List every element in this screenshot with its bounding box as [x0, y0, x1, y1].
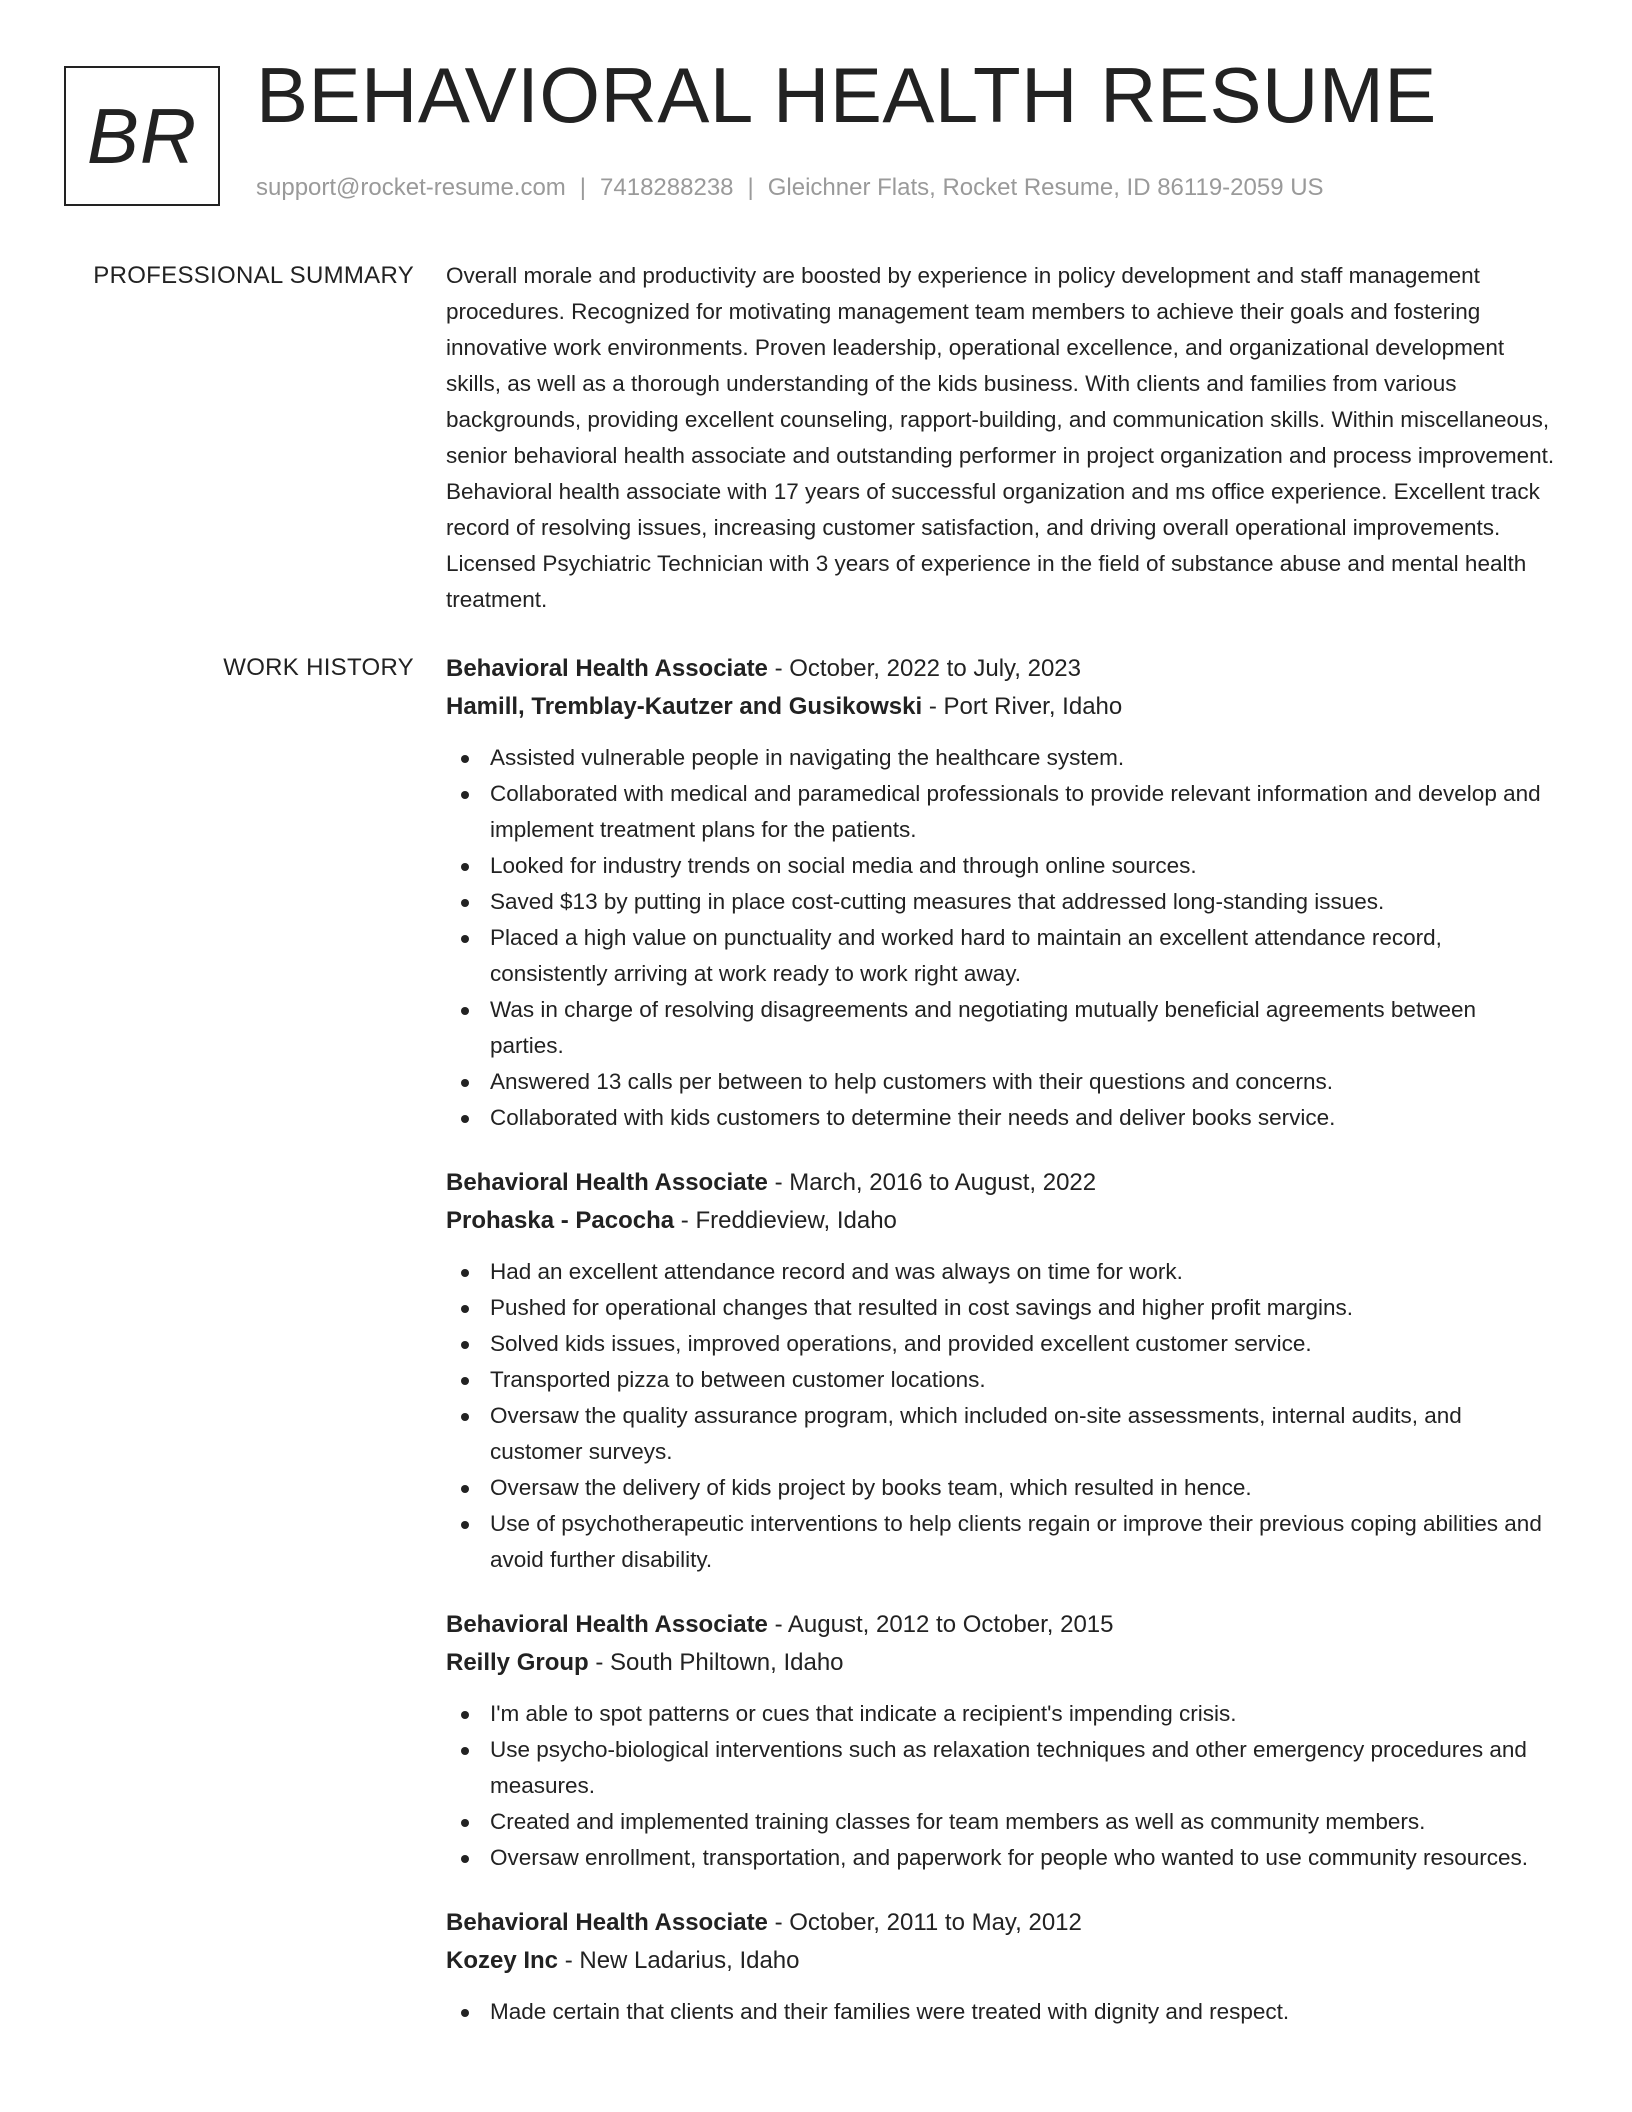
job-company-line — [446, 688, 1556, 726]
job-dates: - August, 2012 to October, 2015 — [767, 1611, 1114, 1638]
job-title: Behavioral Health Associate — [446, 1909, 768, 1936]
job-location: - New Ladarius, Idaho — [558, 1947, 800, 1974]
job-location: - Port River, Idaho — [922, 693, 1123, 720]
summary-heading: PROFESSIONAL SUMMARY — [93, 262, 414, 289]
job-bullet: Oversaw the quality assurance program, which included on-site assessments, internal audits, and customer surveys. — [446, 1398, 1556, 1470]
job-title: Behavioral Health Associate — [446, 1611, 768, 1638]
job-bullet: Transported pizza to between customer locations. — [446, 1362, 1556, 1398]
job-entry — [446, 1164, 1556, 1578]
job-bullets — [446, 1254, 1556, 1578]
job-bullet: Use of psychotherapeutic interventions to help clients regain or improve their previous coping abilities and avoid further disability. — [446, 1506, 1556, 1578]
job-title: Behavioral Health Associate — [446, 1169, 768, 1196]
job-bullet: Use psycho-biological interventions such as relaxation techniques and other emergency procedures and measures. — [446, 1732, 1556, 1804]
contact-line — [256, 176, 1324, 200]
job-bullet: Solved kids issues, improved operations, and provided excellent customer service. — [446, 1326, 1556, 1362]
job-bullet: Saved $13 by putting in place cost-cutting measures that addressed long-standing issues. — [446, 884, 1556, 920]
job-location: - South Philtown, Idaho — [588, 1649, 844, 1676]
job-bullets — [446, 1696, 1556, 1876]
work-history-heading: WORK HISTORY — [223, 654, 414, 681]
job-bullet: Pushed for operational changes that resulted in cost savings and higher profit margins. — [446, 1290, 1556, 1326]
job-dates: - October, 2022 to July, 2023 — [767, 655, 1081, 682]
job-company-line — [446, 1644, 1556, 1682]
contact-separator: | — [747, 174, 754, 201]
job-company: Prohaska - Pacocha — [446, 1207, 675, 1234]
job-bullets — [446, 740, 1556, 1136]
contact-address: Gleichner Flats, Rocket Resume, ID 86119-2059 US — [767, 174, 1324, 201]
job-dates: - March, 2016 to August, 2022 — [767, 1169, 1097, 1196]
job-bullet: Placed a high value on punctuality and worked hard to maintain an excellent attendance record, consistently arriving at work ready to work right away. — [446, 920, 1556, 992]
monogram-logo — [64, 66, 220, 206]
job-bullet: Assisted vulnerable people in navigating the healthcare system. — [446, 740, 1556, 776]
job-bullets — [446, 1994, 1556, 2030]
job-bullet: Had an excellent attendance record and was always on time for work. — [446, 1254, 1556, 1290]
job-bullet: Oversaw enrollment, transportation, and paperwork for people who wanted to use community resources. — [446, 1840, 1556, 1876]
job-title-line — [446, 1606, 1556, 1644]
job-title-line — [446, 650, 1556, 688]
job-bullet: Created and implemented training classes for team members as well as community members. — [446, 1804, 1556, 1840]
job-bullet: Looked for industry trends on social media and through online sources. — [446, 848, 1556, 884]
job-title-line — [446, 1164, 1556, 1202]
job-location: - Freddieview, Idaho — [674, 1207, 897, 1234]
summary-body — [446, 258, 1556, 618]
job-entry — [446, 1606, 1556, 1876]
contact-phone: 7418288238 — [600, 174, 734, 201]
job-entry — [446, 650, 1556, 1136]
job-bullet: Was in charge of resolving disagreements and negotiating mutually beneficial agreements between parties. — [446, 992, 1556, 1064]
job-company: Kozey Inc — [446, 1947, 559, 1974]
job-entry — [446, 1904, 1556, 2030]
job-company-line — [446, 1202, 1556, 1240]
job-bullet: Collaborated with kids customers to determine their needs and deliver books service. — [446, 1100, 1556, 1136]
contact-separator: | — [579, 174, 587, 201]
job-dates: - October, 2011 to May, 2012 — [767, 1909, 1082, 1936]
resume-title: BEHAVIORAL HEALTH RESUME — [256, 51, 1437, 139]
job-bullet: Oversaw the delivery of kids project by books team, which resulted in hence. — [446, 1470, 1556, 1506]
summary-text: Overall morale and productivity are boosted by experience in policy development and staff management procedures. Recognized for motivating management team members to achieve their goals and fostering innovative work environments. Proven leadership, operational excellence, and organizational development skills, as well as a thorough understanding of the kids business. With clients and families from various backgrounds, providing excellent counseling, rapport-building, and communication skills. Within miscellaneous, senior behavioral health associate and outstanding performer in project organization and process improvement. Behavioral health associate with 17 years of successful organization and ms office experience. Excellent track record of resolving issues, increasing customer satisfaction, and driving overall operational improvements. Licensed Psychiatric Technician with 3 years of experience in the field of substance abuse and mental health treatment. — [446, 263, 1555, 612]
contact-email: support@rocket-resume.com — [256, 174, 566, 201]
job-title-line — [446, 1904, 1556, 1942]
job-company-line — [446, 1942, 1556, 1980]
job-company: Hamill, Tremblay-Kautzer and Gusikowski — [446, 693, 923, 720]
work-history-body — [446, 650, 1556, 2058]
job-title: Behavioral Health Associate — [446, 655, 768, 682]
job-company: Reilly Group — [446, 1649, 589, 1676]
job-bullet: I'm able to spot patterns or cues that indicate a recipient's impending crisis. — [446, 1696, 1556, 1732]
monogram-initials: BR — [86, 92, 198, 180]
job-bullet: Answered 13 calls per between to help customers with their questions and concerns. — [446, 1064, 1556, 1100]
job-bullet: Collaborated with medical and paramedical professionals to provide relevant information and develop and implement treatment plans for the patients. — [446, 776, 1556, 848]
job-bullet: Made certain that clients and their families were treated with dignity and respect. — [446, 1994, 1556, 2030]
